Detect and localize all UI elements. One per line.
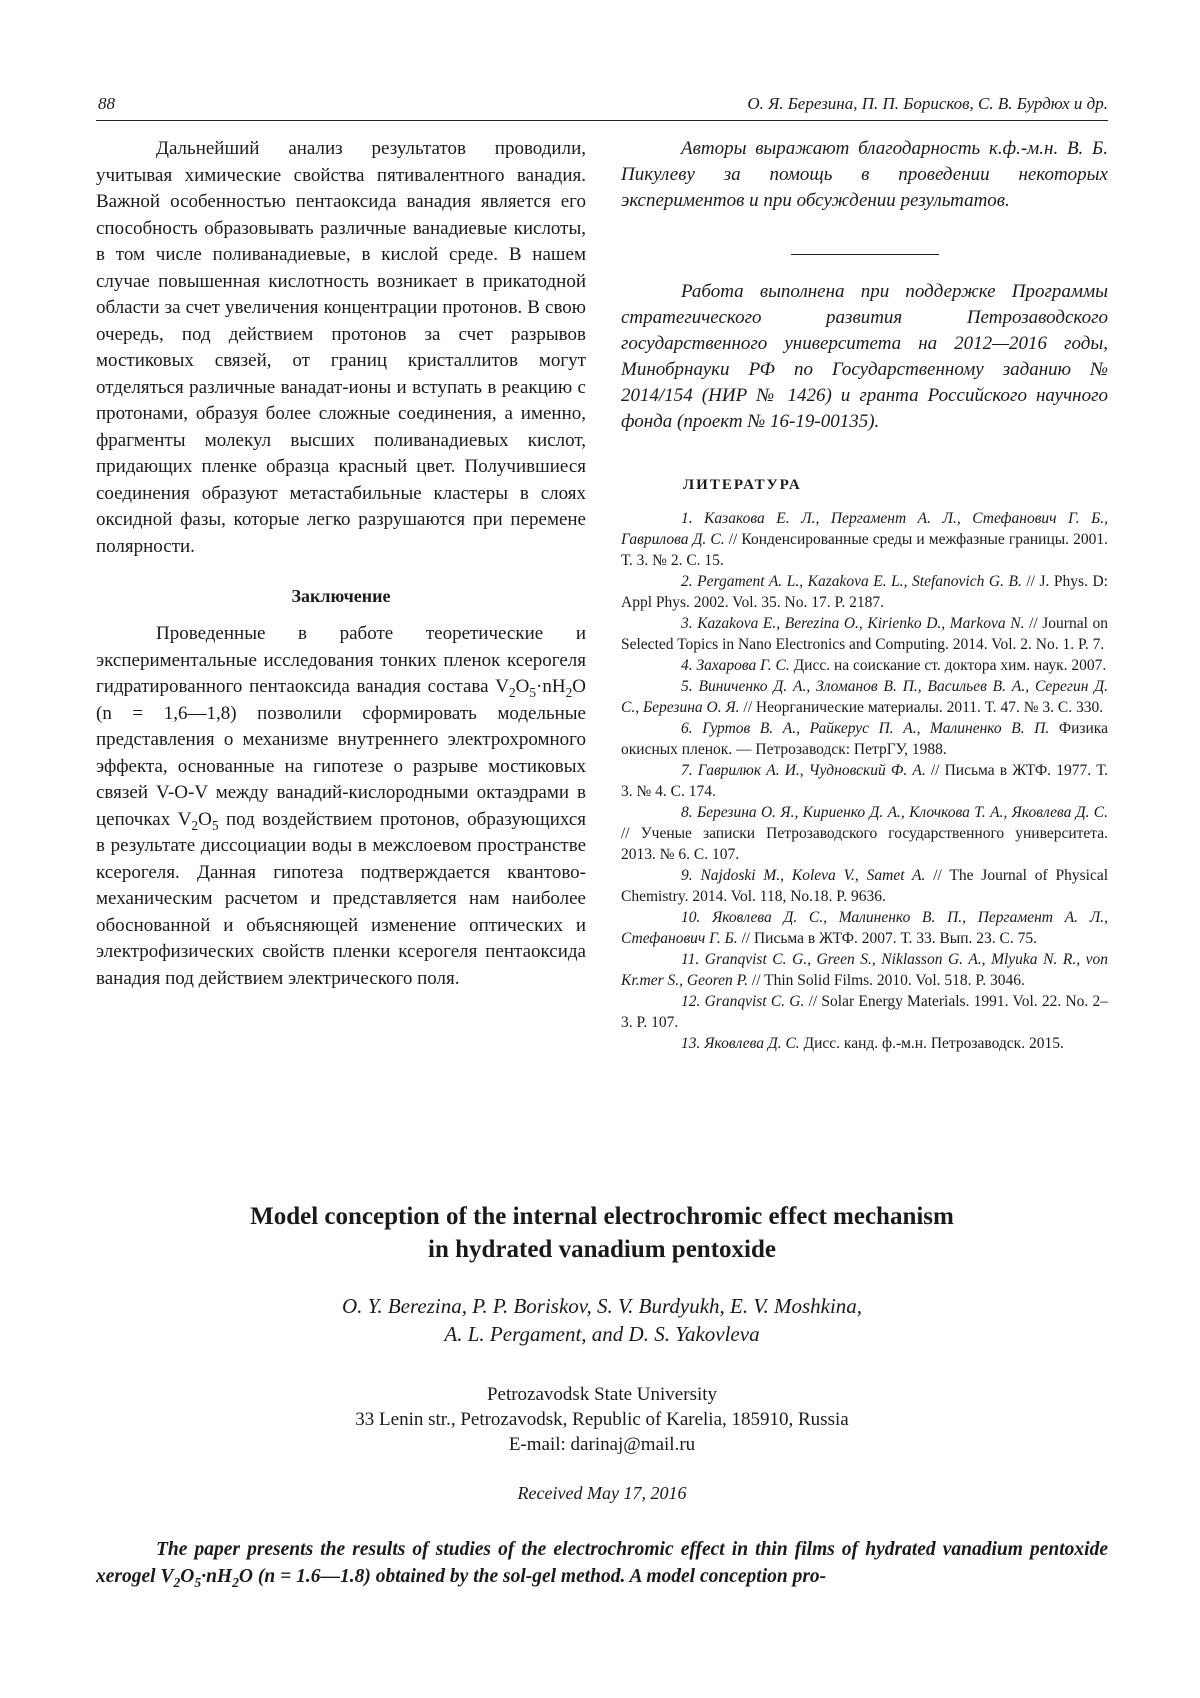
reference-item [621,802,1108,865]
conclusion-text: Проведенные в работе теоретические и экспериментальные исследования тонких пленок ксерогеля гидратированного пентаоксида ванадия состава V [96,623,586,697]
reference-item [621,760,1108,802]
reference-source: Физика окисных пленок. — Петрозаводск: ПетрГУ, 1988. [621,720,1108,758]
reference-item [621,655,1108,676]
reference-item [621,508,1108,571]
reference-authors: 7. Гаврилюк А. И., Чудновский Ф. А. [681,762,926,779]
subscript: 2 [509,684,516,700]
title-line: in hydrated vanadium pentoxide [428,1236,776,1263]
reference-source: // J. Phys. D: Appl Phys. 2002. Vol. 35. No. 17. P. 2187. [621,573,1108,611]
abstract-text: O (n = 1.6—1.8) obtained by the sol-gel method. A model conception pro- [238,1566,827,1587]
authors-line: O. Y. Berezina, P. P. Boriskov, S. V. Burdyukh, E. V. Moshkina, [341,1294,863,1318]
analysis-paragraph: Дальнейший анализ результатов проводили, учитывая химические свойства пятивалентного ванадия. Важной особенностью пентаоксида ванадия является его способность образовывать различные ванадиевые кислоты, в том числе поливанадиевые, в кислой среде. В нашем случае повышенная кислотность возникает в прикатодной области за счет увеличения концентрации протонов. В свою очередь, под действием протонов за счет разрывов мостиковых связей, от границ кристаллитов могут отделяться различные ванадат-ионы и вступать в реакцию с протонами, образуя более сложные соединения, а именно, фрагменты молекул высших поливанадиевых кислот, придающих пленке образца красный цвет. Получившиеся соединения образуют метастабильные кластеры в слоях оксидной фазы, которые легко разрушаются при перемене полярности. [96,138,586,557]
affiliation [96,1382,1108,1457]
reference-authors: 2. Pergament A. L., Kazakova E. L., Stefanovich G. B. [681,573,1022,590]
reference-authors: 13. Яковлева Д. С. [681,1035,800,1052]
reference-authors: 5. Виниченко Д. А., Зломанов В. П., Васильев В. А., Серегин Д. С., Березина О. Я. [621,678,1108,716]
reference-authors: 12. Granqvist C. G. [681,993,805,1010]
reference-authors: 6. Гуртов В. А., Райкерус П. А., Малиненко В. П. [681,720,1050,737]
reference-item [621,991,1108,1033]
page-number: 88 [98,94,115,113]
reference-authors: 8. Березина О. Я., Кириенко Д. А., Клочкова Т. А., Яковлева Д. С. [681,804,1108,821]
reference-item [621,676,1108,718]
address: 33 Lenin str., Petrozavodsk, Republic of Karelia, 185910, Russia [355,1409,849,1430]
reference-source: // Solar Energy Materials. 1991. Vol. 22. No. 2–3. P. 107. [621,993,1108,1031]
left-column [96,136,586,992]
reference-source: // The Journal of Physical Chemistry. 2014. Vol. 118, No.18. P. 9636. [621,867,1109,905]
title-line: Model conception of the internal electrochromic effect mechanism [250,1203,954,1230]
reference-source: // Письма в ЖТФ. 2007. Т. 33. Вып. 23. С. 75. [737,930,1037,947]
subscript: 2 [565,684,573,700]
conclusion-text: под воздействием протонов, образующихся в результате диссоциации воды в межслоевом пространстве ксерогеля. Данная гипотеза подтверждается квантово-механическим расчетом и представляется нам наиболее обоснованной и объясняющей изменение оптических и электрофизических свойств пленки ксерогеля пентаоксида ванадия под действием электрического поля. [96,808,586,989]
university: Petrozavodsk State University [486,1384,718,1405]
reference-source: // Ученые записки Петрозаводского государственного университета. 2013. № 6. С. 107. [621,825,1108,863]
english-title [96,1200,1108,1266]
conclusion-text: ·nH [536,676,566,697]
english-abstract-block [96,1200,1108,1590]
running-head-authors: О. Я. Березина, П. П. Борисков, С. В. Бурдюх и др. [747,94,1108,113]
reference-source: // Письма в ЖТФ. 1977. Т. 3. № 4. С. 174. [621,762,1108,800]
subscript: 2 [232,1574,239,1590]
reference-source: Дисс. канд. ф.-м.н. Петрозаводск. 2015. [799,1035,1064,1052]
received-date: Received May 17, 2016 [517,1483,687,1503]
conclusion-heading: Заключение [291,586,391,606]
conclusion-text: O [515,676,530,697]
reference-item [621,1033,1108,1054]
reference-source: // Thin Solid Films. 2010. Vol. 518. P. 3046. [748,972,1025,989]
reference-list [621,508,1108,1054]
subscript: 5 [529,684,537,700]
english-abstract [96,1536,1108,1590]
reference-authors: 9. Najdoski M., Koleva V., Samet A. [681,867,926,884]
reference-item [621,865,1108,907]
reference-authors: 10. Яковлева Д. С., Малиненко В. П., Пергамент А. Л., Стефанович Г. Б. [621,909,1108,947]
abstract-text: O [180,1566,195,1587]
reference-item [621,949,1108,991]
abstract-text: ·nH [201,1566,233,1587]
divider-line [791,254,939,255]
subscript: 5 [211,817,219,833]
subscript: 2 [191,817,199,833]
reference-item [621,718,1108,760]
reference-authors: 3. Kazakova E., Berezina O., Kirienko D., Markova N. [681,615,1025,632]
reference-source: // Конденсированные среды и межфазные границы. 2001. Т. 3. № 2. С. 15. [621,531,1108,569]
reference-item [621,613,1108,655]
subscript: 2 [173,1574,181,1590]
authors-line: A. L. Pergament, and D. S. Yakovleva [444,1322,760,1346]
email[interactable]: E-mail: darinaj@mail.ru [508,1434,696,1455]
reference-source: // Неорганические материалы. 2011. Т. 47. № 3. С. 330. [739,699,1104,716]
reference-source: // Journal on Selected Topics in Nano Electronics and Computing. 2014. Vol. 2. No. 1. P. 7. [621,615,1108,653]
running-head [96,92,1108,121]
conclusion-text: O [198,808,212,830]
reference-authors: 4. Захарова Г. С. [681,657,790,674]
conclusion-paragraph [96,621,586,992]
right-column [621,136,1108,1054]
conclusion-text: O (n = 1,6—1,8) позволили сформировать модельные представления о механизме внутреннего электрохромного эффекта, основанные на гипотезе о разрыве мостиковых связей V-O-V между ванадий-кислородными октаэдрами в цепочках V [96,676,586,830]
abstract-text: The paper presents the results of studies of the electrochromic effect in thin films of hydrated vanadium pentoxide xerogel V [96,1539,1108,1587]
funding-note: Работа выполнена при поддержке Программы стратегического развития Петрозаводского государственного университета на 2012—2016 годы, Минобрнауки РФ по Государственному заданию № 2014/154 (НИР № 1426) и гранта Российского научного фонда (проект № 16-19-00135). [621,281,1108,432]
reference-source: Дисс. на соискание ст. доктора хим. наук. 2007. [789,657,1107,674]
reference-item [621,907,1108,949]
subscript: 5 [194,1574,202,1590]
acknowledgement: Авторы выражают благодарность к.ф.-м.н. В. Б. Пикулеву за помощь в проведении некоторых экспериментов и при обсуждении результатов. [621,138,1108,211]
reference-authors: 1. Казакова Е. Л., Пергамент А. Л., Стефанович Г. Б., Гаврилова Д. С. [621,510,1108,548]
reference-item [621,571,1108,613]
english-authors [96,1292,1108,1348]
literature-heading: ЛИТЕРАТУРА [683,477,802,493]
reference-authors: 11. Granqvist C. G., Green S., Niklasson G. A., Mlyuka N. R., von Kr.mer S., Georen P. [621,951,1108,989]
